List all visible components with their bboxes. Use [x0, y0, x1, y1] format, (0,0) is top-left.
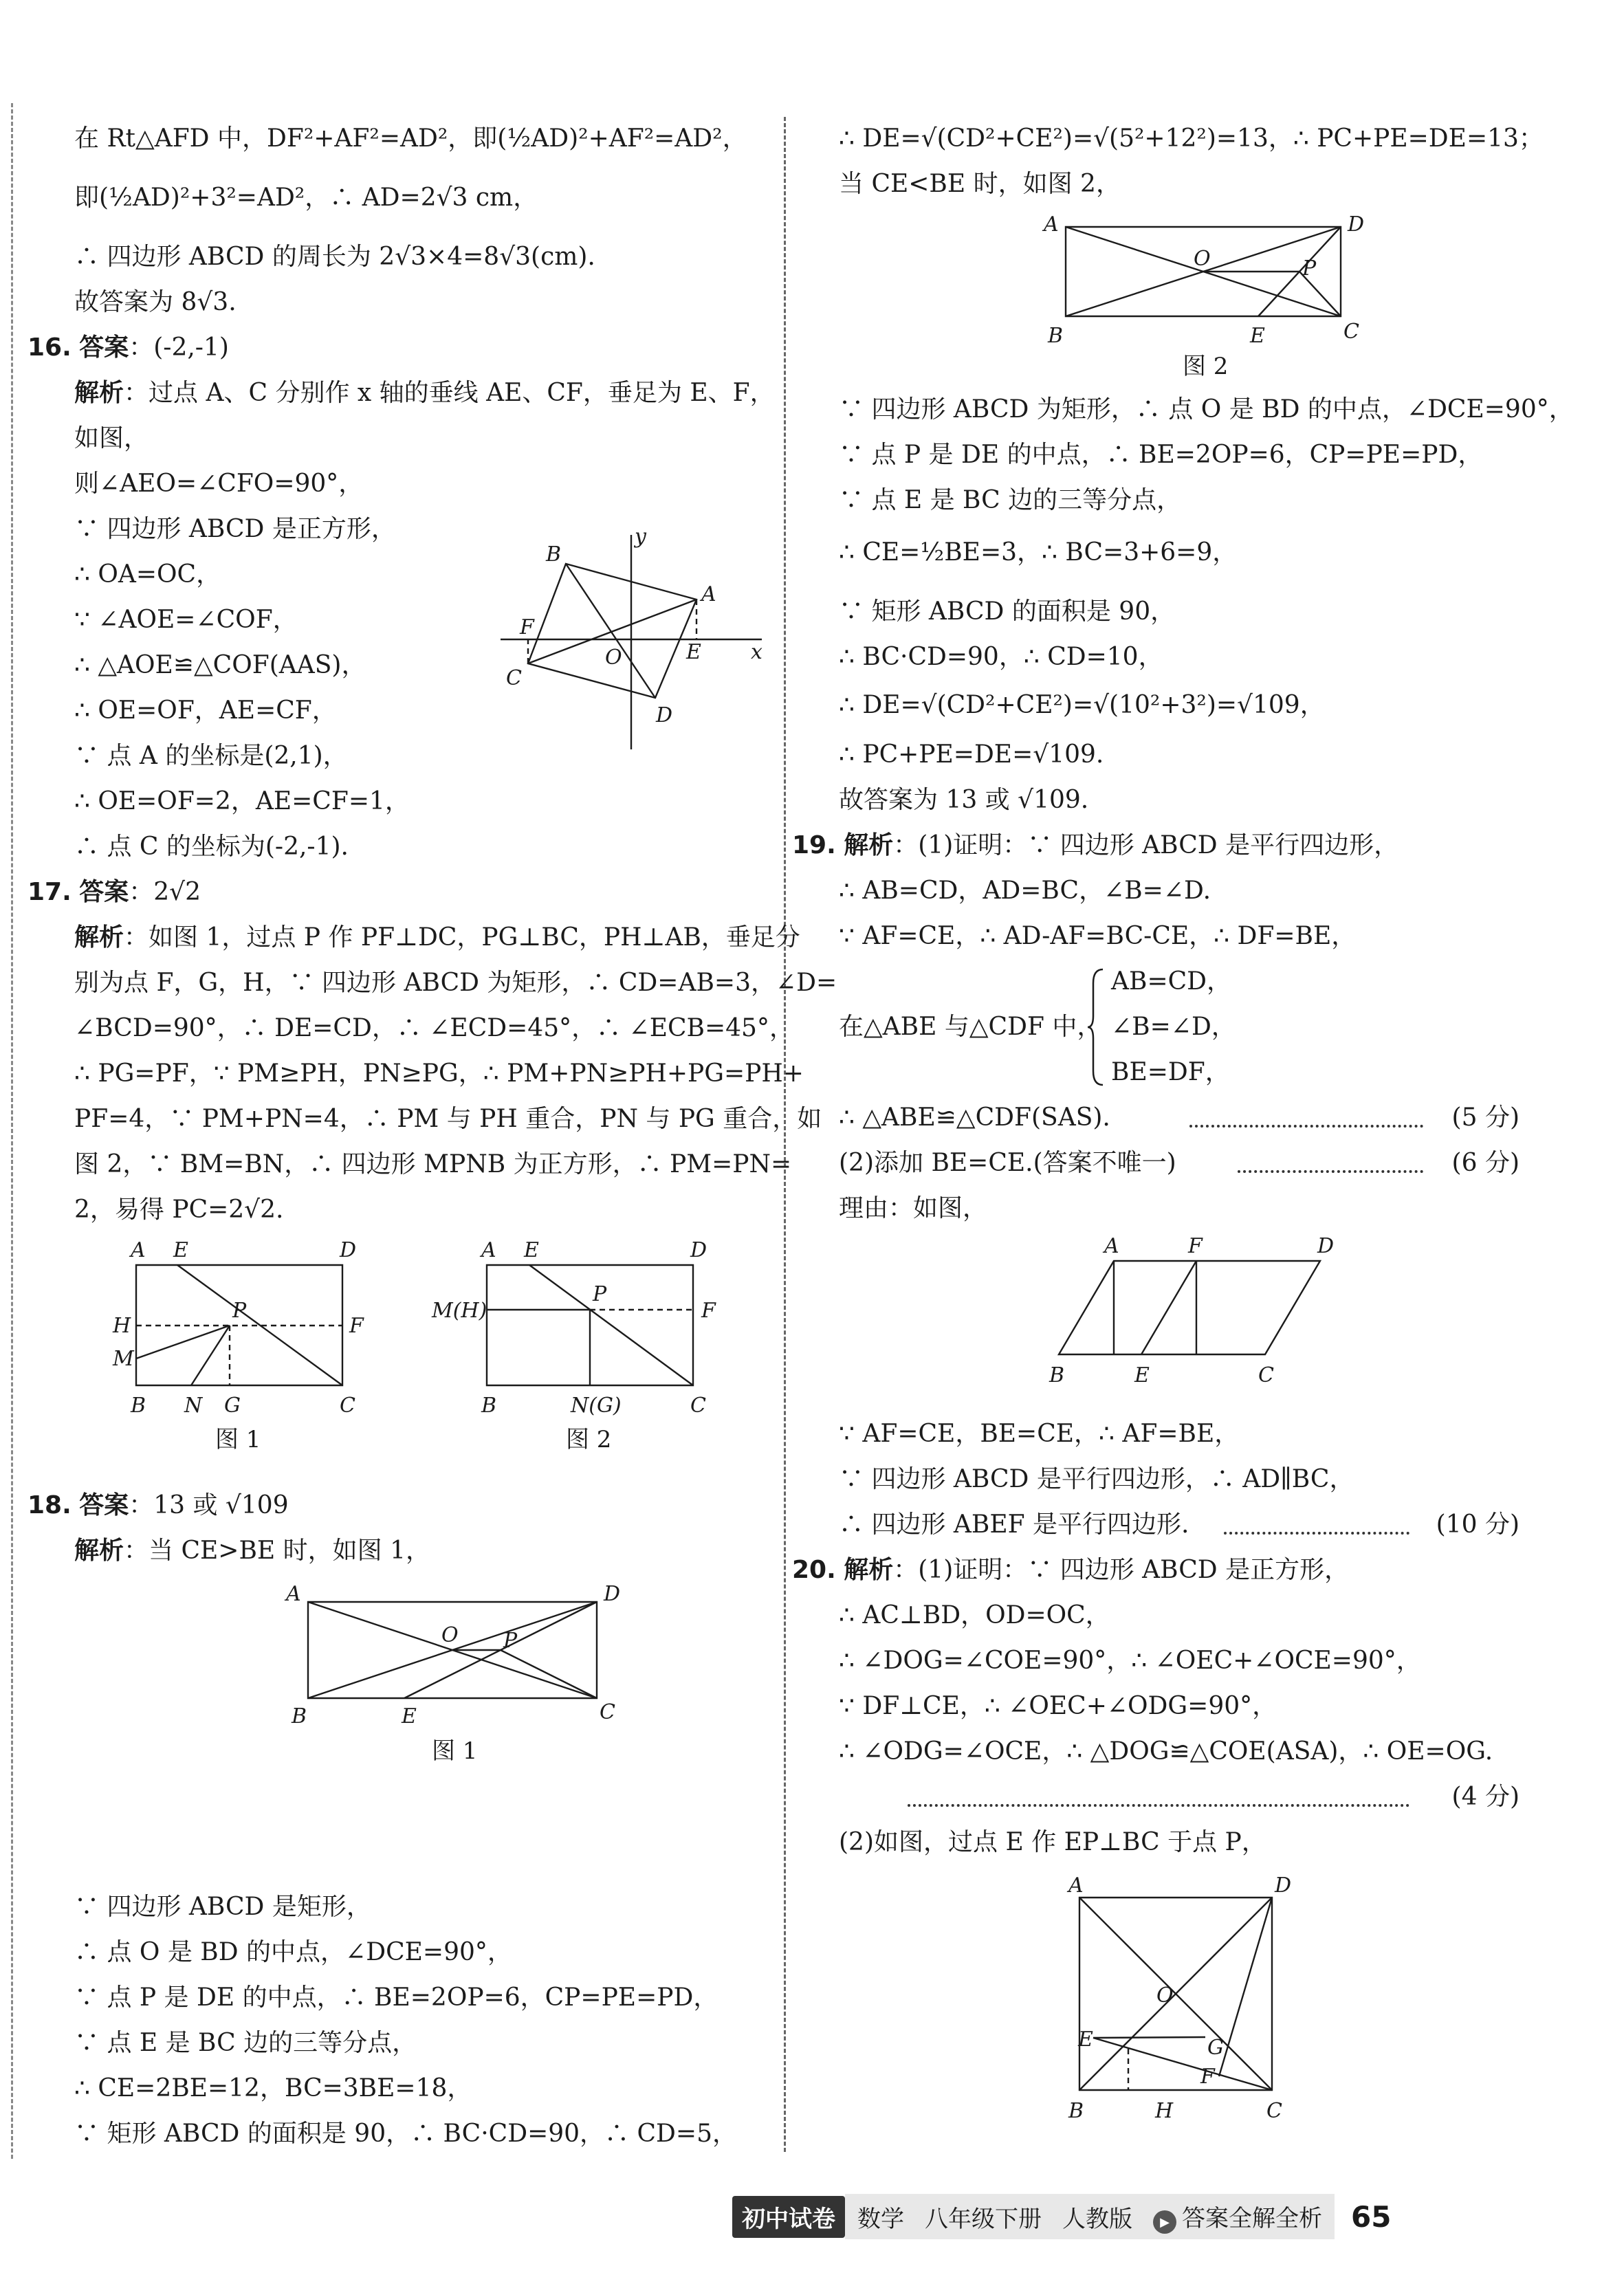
- figure-label: A: [481, 1238, 496, 1262]
- q18-fig1: [267, 1574, 652, 1774]
- text-line: ∵ 点 E 是 BC 边的三等分点，: [74, 2029, 417, 2057]
- figure-label: D: [1348, 212, 1365, 237]
- figure-label: E: [1250, 324, 1265, 348]
- text-line: 当 CE<BE 时，如图 2，: [839, 170, 1121, 198]
- text-line: ∵ 四边形 ABCD 为矩形，∴ 点 O 是 BD 的中点，∠DCE=90°，: [839, 395, 1574, 424]
- footer-grade: 八年级下册: [925, 2205, 1042, 2233]
- label: y: [635, 525, 646, 549]
- figure-label: P: [593, 1282, 607, 1306]
- figure-label: O: [441, 1623, 459, 1647]
- footer-bar: [845, 2194, 1335, 2240]
- system-line: ∠B=∠D，: [1111, 1013, 1236, 1041]
- figure-label: P: [503, 1629, 518, 1653]
- figure-label: C: [690, 1394, 706, 1418]
- figure-label: P: [1302, 256, 1317, 281]
- footer-slogan-wrap: [1153, 2199, 1322, 2234]
- text-line: ∴ AB=CD，AD=BC，∠B=∠D.: [839, 877, 1211, 905]
- figure-label: B: [1049, 1363, 1065, 1387]
- figure-label: 图 2: [566, 1426, 612, 1453]
- text-line: ∴ 点 C 的坐标为(-2,-1).: [74, 833, 349, 861]
- figure-label: C: [1266, 2099, 1282, 2123]
- q16-header: 16. 答案：(-2,-1): [28, 333, 229, 362]
- figure-label: A: [1044, 212, 1059, 237]
- q17-analysis: 解析：如图 1，过点 P 作 PF⊥DC，PG⊥BC，PH⊥AB，垂足分: [74, 923, 800, 952]
- label: O: [605, 646, 622, 670]
- figure-label: C: [600, 1700, 615, 1724]
- text-line: PF=4，∵ PM+PN=4，∴ PM 与 PH 重合，PN 与 PG 重合，如: [74, 1105, 822, 1133]
- figure-label: M(H): [432, 1299, 487, 1323]
- footer-slogan: 答案全解全析: [1182, 2204, 1322, 2232]
- text-line: (2)如图，过点 E 作 EP⊥BC 于点 P，: [839, 1828, 1266, 1856]
- text-line: ∵ 四边形 ABCD 是正方形，: [74, 515, 396, 543]
- figure-label: A: [1104, 1238, 1119, 1258]
- score: (4 分): [1451, 1783, 1519, 1811]
- page-footer: [732, 2193, 1391, 2240]
- q18-analysis: 解析：当 CE>BE 时，如图 1，: [74, 1537, 430, 1565]
- play-icon: ▶: [1153, 2210, 1176, 2234]
- footer-subject: 数学: [857, 2205, 904, 2233]
- text-line: ∴ DE=√(CD²+CE²)=√(5²+12²)=13，∴ PC+PE=DE=13；: [839, 124, 1544, 153]
- figure-label: F: [1200, 2065, 1215, 2089]
- text-line: ∴ OA=OC，: [74, 560, 221, 589]
- text-line: ∴ BC·CD=90，∴ CD=10，: [839, 643, 1163, 671]
- label: B: [546, 542, 562, 567]
- q17-figures: [109, 1238, 755, 1464]
- footer-edition: 人教版: [1062, 2205, 1132, 2233]
- text-line: 理由：如图，: [839, 1194, 988, 1222]
- system-line: AB=CD，: [1111, 967, 1232, 996]
- q20-header: 20. 解析：(1)证明：∵ 四边形 ABCD 是正方形，: [792, 1556, 1350, 1584]
- text-line: ∵ 矩形 ABCD 的面积是 90，∴ BC·CD=90，∴ CD=5，: [74, 2120, 737, 2148]
- figure-label: A: [286, 1582, 301, 1606]
- q18-fig2: [1038, 206, 1382, 385]
- text-line: ∴ 四边形 ABCD 的周长为 2√3×4=8√3(cm).: [74, 243, 595, 271]
- footer-brand: 初中试卷: [732, 2196, 845, 2238]
- text-line: ∵ 点 A 的坐标是(2,1)，: [74, 742, 348, 770]
- text-line: ∵ 点 P 是 DE 的中点，∴ BE=2OP=6，CP=PE=PD，: [839, 441, 1483, 469]
- text-line: ∵ AF=CE，∴ AD-AF=BC-CE，∴ DF=BE，: [839, 922, 1357, 950]
- column-divider: [784, 117, 786, 2152]
- text-line: ∴ DE=√(CD²+CE²)=√(10²+3²)=√109，: [839, 691, 1325, 719]
- q20-figure: [1045, 1877, 1334, 2152]
- text-line: ∴ ∠DOG=∠COE=90°，∴ ∠OEC+∠OCE=90°，: [839, 1647, 1421, 1675]
- text-line: ∵ ∠AOE=∠COF，: [74, 606, 298, 634]
- label: D: [656, 703, 673, 727]
- figure-label: M: [113, 1347, 134, 1371]
- leader-dots: [1224, 1532, 1409, 1535]
- figure-label: E: [1078, 2027, 1093, 2052]
- text-line: 如图，: [74, 424, 149, 452]
- figure-label: H: [1155, 2099, 1174, 2123]
- score: (10 分): [1436, 1510, 1519, 1539]
- q17-fig2: [431, 1238, 716, 1453]
- text-line: ∵ DF⊥CE，∴ ∠OEC+∠ODG=90°，: [839, 1692, 1277, 1720]
- figure-label: P: [232, 1299, 247, 1323]
- figure-label: B: [131, 1394, 146, 1418]
- figure-label: G: [1207, 2036, 1224, 2060]
- label: E: [686, 640, 701, 664]
- figure-label: F: [349, 1314, 364, 1338]
- text-line: ∴ 点 O 是 BD 的中点，∠DCE=90°，: [74, 1938, 512, 1966]
- text-line: 图 2，∵ BM=BN，∴ 四边形 MPNB 为正方形，∴ PM=PN=: [74, 1150, 792, 1178]
- text-line: ∴ OE=OF=2，AE=CF=1，: [74, 787, 410, 815]
- system-prefix: 在△ABE 与△CDF 中，: [839, 1013, 1102, 1041]
- figure-label: G: [224, 1394, 241, 1418]
- figure-label: A: [1068, 1877, 1084, 1898]
- label: A: [701, 582, 716, 606]
- text-line: ∴ CE=2BE=12，BC=3BE=18，: [74, 2074, 472, 2102]
- text-line: ∴ PC+PE=DE=√109.: [839, 740, 1104, 769]
- text-line: 即(½AD)²+3²=AD²，∴ AD=2√3 cm，: [74, 184, 538, 212]
- q19-figure: [1024, 1238, 1368, 1396]
- label: C: [506, 666, 522, 690]
- figure-label: D: [1275, 1877, 1292, 1898]
- figure-label: O: [1156, 1983, 1174, 2008]
- figure-label: D: [690, 1238, 707, 1262]
- figure-label: C: [1258, 1363, 1274, 1387]
- text-line: 则∠AEO=∠CFO=90°，: [74, 470, 364, 498]
- figure-label: E: [173, 1238, 188, 1262]
- leader-dots: [1189, 1125, 1423, 1128]
- text-line: ∵ 矩形 ABCD 的面积是 90，: [839, 597, 1176, 626]
- page-number: 65: [1351, 2199, 1392, 2234]
- figure-label: 图 1: [215, 1426, 261, 1453]
- text-line: ∵ 四边形 ABCD 是平行四边形，∴ AD∥BC，: [839, 1465, 1354, 1493]
- binding-margin-line: [11, 103, 13, 2159]
- figure-label: F: [701, 1299, 716, 1323]
- text-line: ∴ ∠ODG=∠OCE，∴ △DOG≌△COE(ASA)，∴ OE=OG.: [839, 1737, 1493, 1766]
- text-line: ∵ 点 P 是 DE 的中点，∴ BE=2OP=6，CP=PE=PD，: [74, 1983, 718, 2012]
- system-line: BE=DF，: [1111, 1058, 1230, 1086]
- figure-label: B: [1068, 2099, 1084, 2123]
- brace: [1086, 967, 1107, 1088]
- text-line: ∴ CE=½BE=3，∴ BC=3+6=9，: [839, 538, 1238, 567]
- figure-label: F: [1188, 1238, 1203, 1258]
- q17-header: 17. 答案：2√2: [28, 878, 201, 906]
- text-line: ∴ OE=OF，AE=CF，: [74, 696, 337, 725]
- text-line: 在 Rt△AFD 中，DF²+AF²=AD²，即(½AD)²+AF²=AD²，: [74, 124, 747, 153]
- leader-dots: [1238, 1170, 1423, 1173]
- q18-header: 18. 答案：13 或 √109: [28, 1491, 289, 1519]
- figure-label: 图 2: [1183, 353, 1229, 380]
- text-line: ∴ △AOE≌△COF(AAS)，: [74, 651, 366, 679]
- score: (5 分): [1451, 1103, 1519, 1132]
- figure-label: 图 1: [432, 1737, 478, 1765]
- text-line: ∴ AC⊥BD，OD=OC，: [839, 1601, 1110, 1629]
- text-line: ∵ 四边形 ABCD 是矩形，: [74, 1893, 371, 1921]
- q19-header: 19. 解析：(1)证明：∵ 四边形 ABCD 是平行四边形，: [792, 831, 1399, 859]
- figure-label: E: [1134, 1363, 1150, 1387]
- figure-label: B: [481, 1394, 497, 1418]
- figure-label: D: [604, 1582, 621, 1606]
- figure-label: A: [131, 1238, 146, 1262]
- figure-label: B: [1048, 324, 1064, 348]
- text-line: ∴ 四边形 ABEF 是平行四边形.: [839, 1510, 1189, 1539]
- figure-label: E: [524, 1238, 539, 1262]
- figure-label: E: [402, 1704, 417, 1728]
- text-line: (2)添加 BE=CE.(答案不唯一): [839, 1149, 1176, 1177]
- label: x: [751, 640, 762, 664]
- figure-label: D: [340, 1238, 357, 1262]
- text-line: ∵ AF=CE，BE=CE，∴ AF=BE，: [839, 1420, 1240, 1448]
- figure-label: C: [1343, 320, 1359, 344]
- label: F: [520, 615, 534, 639]
- q17-fig1: [112, 1238, 364, 1453]
- text-line: ∵ 点 E 是 BC 边的三等分点，: [839, 486, 1182, 514]
- text-line: 别为点 F，G，H，∵ 四边形 ABCD 为矩形，∴ CD=AB=3，∠D=: [74, 969, 837, 997]
- text-line: 故答案为 8√3.: [74, 288, 237, 316]
- figure-label: C: [340, 1394, 355, 1418]
- leader-dots: [908, 1804, 1409, 1807]
- figure-label: N: [184, 1394, 203, 1418]
- score: (6 分): [1451, 1149, 1519, 1177]
- q16-figure: [487, 523, 776, 756]
- text-line: 故答案为 13 或 √109.: [839, 786, 1089, 814]
- text-line: ∠BCD=90°，∴ DE=CD，∴ ∠ECD=45°，∴ ∠ECB=45°，: [74, 1014, 794, 1042]
- figure-label: D: [1317, 1238, 1335, 1258]
- figure-label: N(G): [571, 1394, 622, 1418]
- text-line: ∴ PG=PF，∵ PM≥PH，PN≥PG，∴ PM+PN≥PH+PG=PH+: [74, 1059, 804, 1088]
- figure-label: B: [292, 1704, 307, 1728]
- figure-label: H: [113, 1314, 131, 1338]
- figure-label: O: [1194, 247, 1211, 271]
- q16-analysis: 解析：过点 A、C 分别作 x 轴的垂线 AE、CF，垂足为 E、F，: [74, 379, 775, 407]
- text-line: 2，易得 PC=2√2.: [74, 1196, 284, 1224]
- text-line: ∴ △ABE≌△CDF(SAS).: [839, 1103, 1110, 1132]
